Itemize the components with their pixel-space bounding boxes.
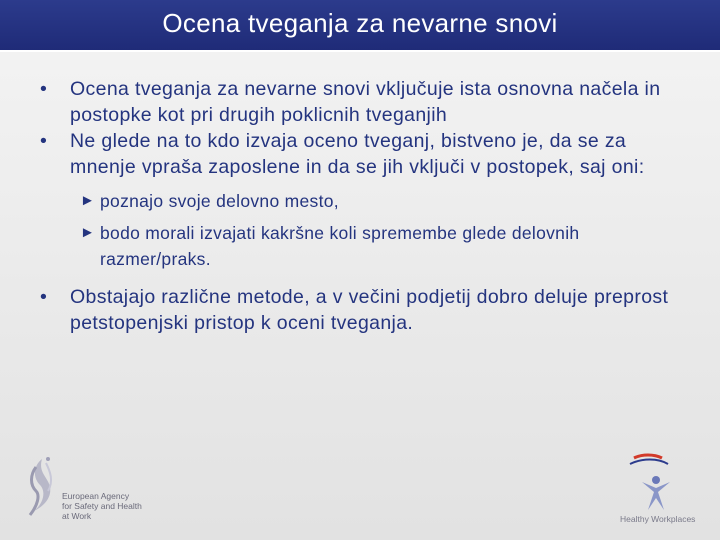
healthy-workplaces-label: Healthy Workplaces — [620, 514, 696, 524]
sub-bullet-item — [40, 188, 690, 214]
bullet-item — [40, 284, 690, 336]
slide-content — [40, 76, 690, 336]
triangle-arrow-icon: ► — [80, 192, 96, 209]
bullet-dot-icon: • — [40, 286, 48, 308]
eu-osha-logo — [24, 455, 174, 525]
bullet-text: Ocena tveganja za nevarne snovi vključuje ista osnovna načela in postopke kot pri drugih poklicnih tveganjih — [70, 78, 661, 126]
sub-bullet-item — [40, 220, 690, 272]
sub-bullet-text: poznajo svoje delovno mesto, — [100, 191, 339, 211]
healthy-workplaces-logo-icon — [612, 452, 712, 514]
sub-bullet-text: bodo morali izvajati kakršne koli spremembe glede delovnih razmer/praks. — [100, 223, 580, 269]
slide-title: Ocena tveganja za nevarne snovi — [162, 8, 558, 38]
bullet-text: Ne glede na to kdo izvaja oceno tveganj, bistveno je, da se za mnenje vpraša zaposlene in da se jih vključi v postopek, saj oni: — [70, 130, 645, 178]
healthy-workplaces-logo — [612, 452, 712, 532]
title-bar — [0, 0, 720, 52]
bullet-item — [40, 76, 690, 128]
bullet-dot-icon: • — [40, 130, 48, 152]
bullet-item — [40, 128, 690, 180]
triangle-arrow-icon: ► — [80, 224, 96, 241]
eu-osha-org-name: European Agency for Safety and Health at Work — [62, 491, 142, 521]
bullet-dot-icon: • — [40, 78, 48, 100]
bullet-text: Obstajajo različne metode, a v večini podjetij dobro deluje preprost petstopenjski pristop k oceni tveganja. — [70, 286, 669, 334]
eu-osha-logo-icon — [24, 455, 64, 525]
